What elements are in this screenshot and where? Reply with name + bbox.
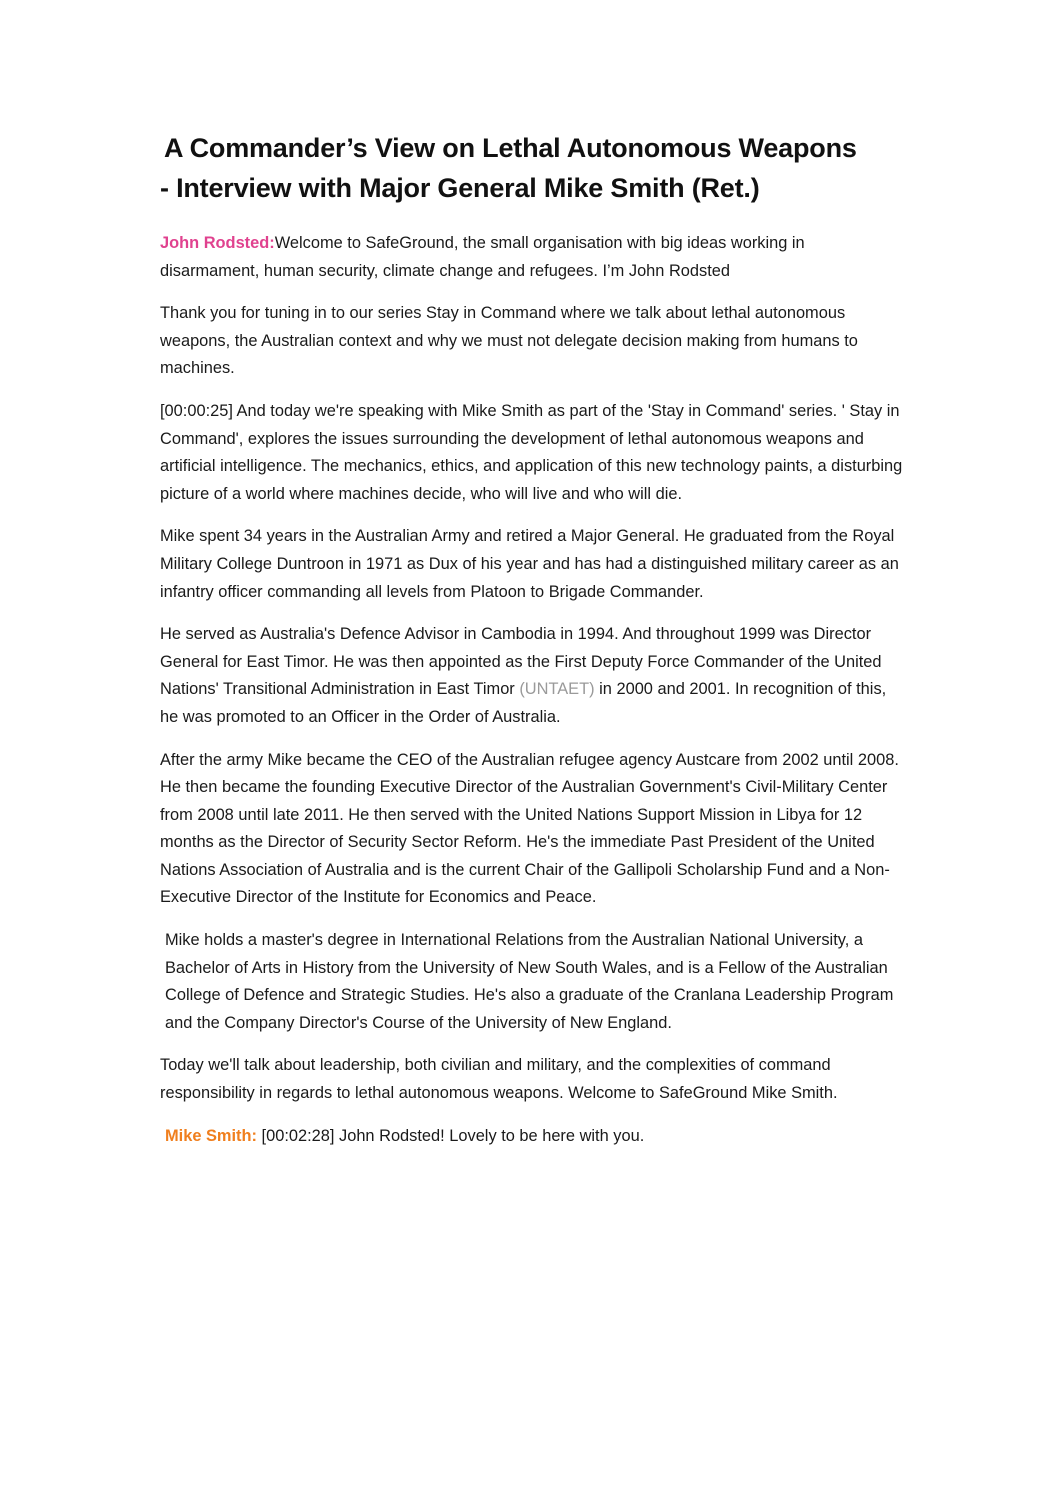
document-page bbox=[160, 128, 905, 1165]
speaker-label-john-rodsted: John Rodsted: bbox=[160, 234, 275, 252]
paragraph-text: in 2000 and 2001. In recognition of this, he was promoted to an Officer in the Order of Australia. bbox=[160, 680, 887, 726]
speaker-label-mike-smith: Mike Smith: bbox=[165, 1126, 257, 1145]
paragraph-welcome: Today we'll talk about leadership, both civilian and military, and the complexities of command responsibility in regards to lethal autonomous weapons. Welcome to SafeGround Mike Smith. bbox=[160, 1056, 838, 1103]
paragraph-career: Mike spent 34 years in the Australian Army and retired a Major General. He graduated from the Royal Military College Duntroon in 1971 as Dux of his year and has had a distinguished military career as an infantry officer commanding all levels from Platoon to Brigade Commander. bbox=[160, 527, 899, 601]
document-title bbox=[160, 128, 905, 208]
paragraph-service bbox=[160, 621, 905, 731]
paragraph-text: He served as Australia's Defence Advisor in Cambodia in 1994. And throughout 1999 was Director General for East Timor. He was then appointed as the First Deputy Force Commander of the United Nations' Transitional Administration in East Timor bbox=[160, 625, 882, 699]
title-line-1: A Commander’s View on Lethal Autonomous Weapons bbox=[164, 133, 857, 163]
paragraph-intro bbox=[160, 230, 905, 285]
paragraph-education: Mike holds a master's degree in International Relations from the Australian National University, a Bachelor of Arts in History from the University of New South Wales, and is a Fellow of the Australian College of Defence and Strategic Studies. He's also a graduate of the Cranlana Leadership Program and the Company Director's Course of the University of New England. bbox=[165, 931, 894, 1032]
paragraph-text: Welcome to SafeGround, the small organisation with big ideas working in disarmament, human security, climate change and refugees. I’m John Rodsted bbox=[160, 234, 805, 280]
acronym-untaet: (UNTAET) bbox=[519, 680, 595, 699]
paragraph-after-army: After the army Mike became the CEO of the Australian refugee agency Austcare from 2002 until 2008. He then became the founding Executive Director of the Australian Government's Civil-Military Center from 2008 until late 2011. He then served with the United Nations Support Mission in Libya for 12 months as the Director of Security Sector Reform. He's the immediate Past President of the United Nations Association of Australia and is the current Chair of the Gallipoli Scholarship Fund and a Non-Executive Director of the Institute for Economics and Peace. bbox=[160, 750, 899, 907]
paragraph-reply bbox=[160, 1123, 905, 1151]
title-line-2: - Interview with Major General Mike Smith (Ret.) bbox=[160, 173, 760, 203]
paragraph-text: [00:02:28] John Rodsted! Lovely to be here with you. bbox=[261, 1126, 645, 1145]
paragraph-today: [00:00:25] And today we're speaking with Mike Smith as part of the 'Stay in Command' series. ' Stay in Command', explores the issues surrounding the development of lethal autonomous weapons and artificial intelligence. The mechanics, ethics, and application of this new technology paints, a disturbing picture of a world where machines decide, who will live and who will die. bbox=[160, 401, 903, 503]
paragraph-series: Thank you for tuning in to our series Stay in Command where we talk about lethal autonomous weapons, the Australian context and why we must not delegate decision making from humans to machines. bbox=[160, 304, 858, 378]
